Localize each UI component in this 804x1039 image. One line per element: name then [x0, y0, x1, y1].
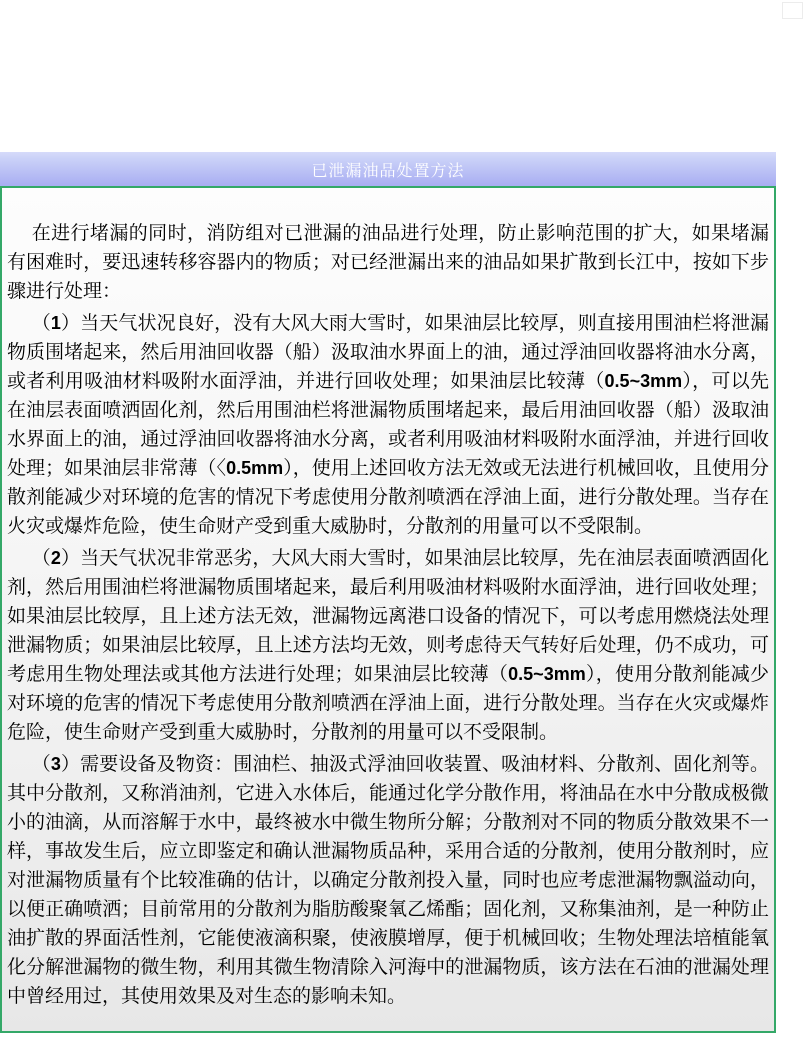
bold-text-segment: 3 — [50, 754, 61, 774]
text-segment: ）需要设备及物资：围油栏、抽汲式浮油回收装置、吸油材料、分散剂、固化剂等。其中分散剂，又称消油剂，它进入水体后，能通过化学分散作用，将油品在水中分散成极微小的油滴，从而溶解于水中，最终被水中微生物所分解；分散剂对不同的物质分散效果不一样，事故发生后，应立即鉴定和确认泄漏物质品种，采用合适的分散剂，使用分散剂时，应对泄漏物质量有个比较准确的估计，以确定分散剂投入量，同时也应考虑泄漏物飘溢动向，以便正确喷洒；目前常用的分散剂为脂肪酸聚氧乙烯酯；固化剂，又称集油剂，是一种防止油扩散的界面活性剂，它能使液滴积聚，使液膜增厚，便于机械回收；生物处理法培植能氧化分解泄漏物的微生物，利用其微生物清除入河海中的泄漏物质，该方法在石油的泄漏处理中曾经用过，其使用效果及对生态的影响未知。 — [7, 754, 769, 1007]
text-segment: （ — [31, 754, 51, 775]
bold-text-segment: 2 — [50, 548, 61, 568]
text-segment: （ — [31, 548, 51, 569]
paragraph-4 — [7, 750, 769, 1011]
paragraph-2 — [7, 309, 769, 541]
panel-body — [0, 186, 776, 1033]
text-segment: 在进行堵漏的同时，消防组对已泄漏的油品进行处理，防止影响范围的扩大，如果堵漏有困难时，要迅速转移容器内的物质；对已经泄漏出来的油品如果扩散到长江中，按如下步骤进行处理： — [7, 223, 769, 302]
paragraph-1 — [7, 219, 769, 306]
panel-title-bar — [0, 152, 776, 186]
bold-text-segment: 0.5~3mm — [508, 664, 586, 684]
panel-title: 已泄漏油品处置方法 — [311, 162, 465, 180]
text-segment: ）当天气状况非常恶劣，大风大雨大雪时，如果油层比较厚，先在油层表面喷洒固化剂，然后用围油栏将泄漏物质围堵起来，最后利用吸油材料吸附水面浮油，进行回收处理；如果油层比较厚，且上述方法无效，泄漏物远离港口设备的情况下，可以考虑用燃烧法处理泄漏物质；如果油层比较厚，且上述方法均无效，则考虑待天气转好后处理，仍不成功，可考虑用生物处理法或其他方法进行处理；如果油层比较薄（ — [7, 548, 769, 685]
text-segment: ），使用分散剂能减少对环境的危害的情况下考虑使用分散剂喷洒在浮油上面，进行分散处理。当存在火灾或爆炸危险，使生命财产受到重大威胁时，分散剂的用量可以不受限制。 — [7, 664, 769, 743]
text-segment: （ — [31, 313, 51, 334]
text-segment: ），可以先在油层表面喷洒固化剂，然后用围油栏将泄漏物质围堵起来，最后用油回收器（船）汲取油水界面上的油，通过浮油回收器将油水分离，或者利用吸油材料吸附水面浮油，并进行回收处理；如果油层非常薄（〈 — [7, 371, 769, 479]
bold-text-segment: 0.5~3mm — [604, 371, 683, 391]
oil-spill-disposal-panel — [0, 152, 776, 1033]
bold-text-segment: 0.5mm — [226, 458, 284, 478]
paragraph-3 — [7, 544, 769, 747]
text-segment: ）当天气状况良好，没有大风大雨大雪时，如果油层比较厚，则直接用围油栏将泄漏物质围堵起来，然后用油回收器（船）汲取油水界面上的油，通过浮油回收器将油水分离，或者利用吸油材料吸附水面浮油，并进行回收处理；如果油层比较薄（ — [7, 313, 769, 392]
bold-text-segment: 1 — [50, 313, 61, 333]
text-segment: ），使用上述回收方法无效或无法进行机械回收，且使用分散剂能减少对环境的危害的情况下考虑使用分散剂喷洒在浮油上面，进行分散处理。当存在火灾或爆炸危险，使生命财产受到重大威胁时，分散剂的用量可以不受限制。 — [7, 458, 769, 537]
top-right-checkbox[interactable] — [782, 2, 803, 19]
